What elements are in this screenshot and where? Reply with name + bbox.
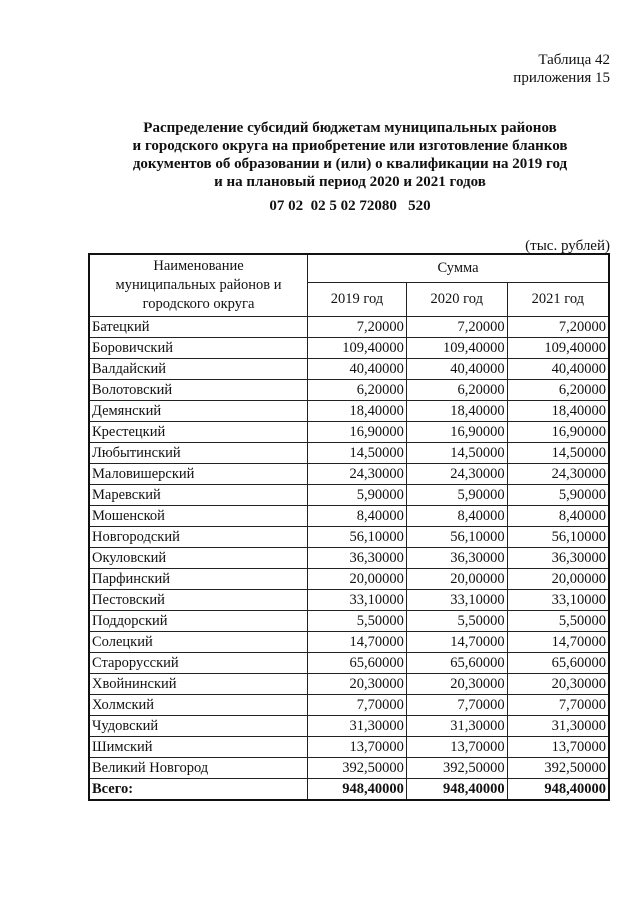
table-row (89, 716, 609, 737)
budget-code: 07 02 02 5 02 72080 520 (269, 198, 431, 214)
district-name: Старорусский (89, 653, 308, 674)
amount-cell: 7,70000 (406, 695, 507, 716)
subsidy-table (88, 253, 610, 801)
column-header-year: 2019 год (308, 283, 407, 317)
amount-cell: 20,00000 (406, 569, 507, 590)
amount-cell: 13,70000 (308, 737, 407, 758)
district-name: Хвойнинский (89, 674, 308, 695)
district-name: Демянский (89, 401, 308, 422)
amount-cell: 8,40000 (406, 506, 507, 527)
amount-cell: 7,20000 (406, 317, 507, 338)
column-header-year: 2021 год (507, 283, 609, 317)
table-row (89, 611, 609, 632)
district-name: Батецкий (89, 317, 308, 338)
amount-cell: 31,30000 (308, 716, 407, 737)
amount-cell: 24,30000 (507, 464, 609, 485)
amount-cell: 7,70000 (507, 695, 609, 716)
district-name: Валдайский (89, 359, 308, 380)
amount-cell: 24,30000 (406, 464, 507, 485)
unit-label: (тыс. рублей) (525, 238, 610, 254)
title-line: документов об образовании и (или) о квалификации на 2019 год (132, 156, 568, 172)
table-row (89, 527, 609, 548)
table-row (89, 401, 609, 422)
amount-cell: 14,70000 (308, 632, 407, 653)
table-row (89, 653, 609, 674)
district-name: Окуловский (89, 548, 308, 569)
amount-cell: 16,90000 (406, 422, 507, 443)
amount-cell: 8,40000 (507, 506, 609, 527)
amount-cell: 6,20000 (406, 380, 507, 401)
district-name: Всего: (89, 779, 308, 801)
table-row (89, 485, 609, 506)
amount-cell: 392,50000 (507, 758, 609, 779)
district-name: Великий Новгород (89, 758, 308, 779)
amount-cell: 18,40000 (406, 401, 507, 422)
amount-cell: 33,10000 (507, 590, 609, 611)
district-name: Холмский (89, 695, 308, 716)
amount-cell: 40,40000 (406, 359, 507, 380)
appendix-number: приложения 15 (513, 70, 610, 86)
amount-cell: 13,70000 (406, 737, 507, 758)
amount-cell: 7,20000 (308, 317, 407, 338)
amount-cell: 948,40000 (507, 779, 609, 801)
document-title (80, 119, 620, 191)
district-name: Боровичский (89, 338, 308, 359)
table-row (89, 569, 609, 590)
table-row (89, 548, 609, 569)
amount-cell: 24,30000 (308, 464, 407, 485)
district-name: Новгородский (89, 527, 308, 548)
title-line: и городского округа на приобретение или изготовление бланков (132, 138, 568, 154)
column-header-year: 2020 год (406, 283, 507, 317)
table-row (89, 338, 609, 359)
amount-cell: 5,50000 (507, 611, 609, 632)
district-name: Мошенской (89, 506, 308, 527)
table-row (89, 737, 609, 758)
amount-cell: 13,70000 (507, 737, 609, 758)
amount-cell: 948,40000 (308, 779, 407, 801)
table-row (89, 380, 609, 401)
amount-cell: 36,30000 (507, 548, 609, 569)
amount-cell: 20,30000 (406, 674, 507, 695)
amount-cell: 36,30000 (406, 548, 507, 569)
amount-cell: 14,50000 (406, 443, 507, 464)
amount-cell: 14,70000 (406, 632, 507, 653)
amount-cell: 31,30000 (507, 716, 609, 737)
table-row (89, 674, 609, 695)
amount-cell: 33,10000 (406, 590, 507, 611)
amount-cell: 65,60000 (406, 653, 507, 674)
table-row (89, 590, 609, 611)
amount-cell: 56,10000 (308, 527, 407, 548)
title-line: Распределение субсидий бюджетам муниципальных районов (143, 120, 557, 136)
amount-cell: 20,00000 (308, 569, 407, 590)
amount-cell: 5,90000 (308, 485, 407, 506)
table-row (89, 758, 609, 779)
district-name: Парфинский (89, 569, 308, 590)
amount-cell: 6,20000 (308, 380, 407, 401)
amount-cell: 948,40000 (406, 779, 507, 801)
amount-cell: 7,20000 (507, 317, 609, 338)
district-name: Шимский (89, 737, 308, 758)
table-row (89, 359, 609, 380)
amount-cell: 14,50000 (507, 443, 609, 464)
district-name: Маревский (89, 485, 308, 506)
total-row (89, 779, 609, 801)
column-header-name: Наименование муниципальных районов и городского округа (89, 254, 308, 317)
amount-cell: 33,10000 (308, 590, 407, 611)
district-name: Чудовский (89, 716, 308, 737)
table-number: Таблица 42 (538, 52, 610, 68)
table-row (89, 443, 609, 464)
amount-cell: 36,30000 (308, 548, 407, 569)
amount-cell: 16,90000 (308, 422, 407, 443)
district-name: Крестецкий (89, 422, 308, 443)
district-name: Пестовский (89, 590, 308, 611)
amount-cell: 16,90000 (507, 422, 609, 443)
amount-cell: 56,10000 (406, 527, 507, 548)
amount-cell: 8,40000 (308, 506, 407, 527)
amount-cell: 392,50000 (406, 758, 507, 779)
amount-cell: 5,50000 (406, 611, 507, 632)
amount-cell: 14,50000 (308, 443, 407, 464)
amount-cell: 20,00000 (507, 569, 609, 590)
amount-cell: 7,70000 (308, 695, 407, 716)
amount-cell: 5,90000 (406, 485, 507, 506)
district-name: Волотовский (89, 380, 308, 401)
amount-cell: 109,40000 (308, 338, 407, 359)
amount-cell: 5,50000 (308, 611, 407, 632)
amount-cell: 5,90000 (507, 485, 609, 506)
table-row (89, 422, 609, 443)
amount-cell: 20,30000 (308, 674, 407, 695)
table-row (89, 464, 609, 485)
amount-cell: 6,20000 (507, 380, 609, 401)
table-row (89, 506, 609, 527)
title-line: и на плановый период 2020 и 2021 годов (214, 174, 486, 190)
amount-cell: 14,70000 (507, 632, 609, 653)
district-name: Солецкий (89, 632, 308, 653)
amount-cell: 56,10000 (507, 527, 609, 548)
amount-cell: 392,50000 (308, 758, 407, 779)
district-name: Поддорский (89, 611, 308, 632)
amount-cell: 18,40000 (308, 401, 407, 422)
amount-cell: 109,40000 (406, 338, 507, 359)
amount-cell: 31,30000 (406, 716, 507, 737)
amount-cell: 20,30000 (507, 674, 609, 695)
amount-cell: 40,40000 (308, 359, 407, 380)
district-name: Маловишерский (89, 464, 308, 485)
district-name: Любытинский (89, 443, 308, 464)
table-row (89, 632, 609, 653)
table-reference (513, 51, 610, 87)
amount-cell: 109,40000 (507, 338, 609, 359)
amount-cell: 65,60000 (507, 653, 609, 674)
column-header-sum: Сумма (308, 254, 609, 283)
table-row (89, 695, 609, 716)
amount-cell: 18,40000 (507, 401, 609, 422)
table-row (89, 317, 609, 338)
amount-cell: 65,60000 (308, 653, 407, 674)
amount-cell: 40,40000 (507, 359, 609, 380)
